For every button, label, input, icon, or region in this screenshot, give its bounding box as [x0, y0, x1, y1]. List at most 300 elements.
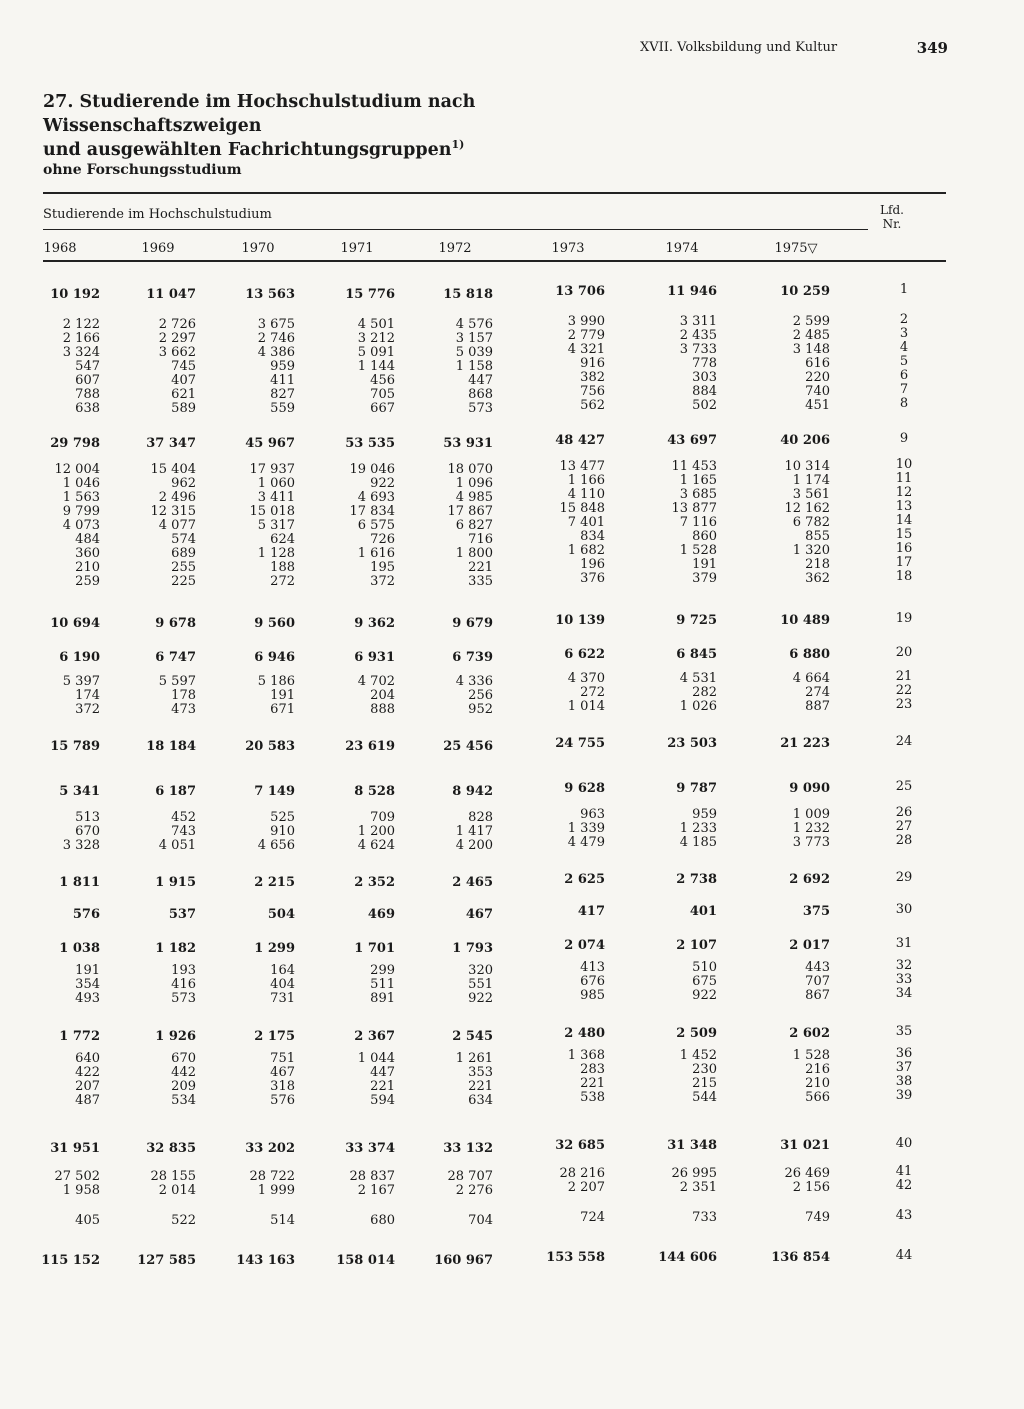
table-cell: 372 — [75, 702, 100, 717]
table-cell: 24 755 — [555, 736, 605, 751]
table-cell: 916 — [580, 356, 605, 371]
table-cell: 621 — [171, 387, 196, 402]
row-number: 11 — [895, 471, 913, 486]
table-cell: 4 185 — [679, 835, 717, 850]
table-cell: 704 — [468, 1213, 493, 1228]
table-cell: 1 563 — [62, 490, 100, 505]
year-header: 1975▽ — [774, 241, 818, 256]
table-cell: 6 190 — [59, 650, 100, 665]
table-cell: 510 — [692, 960, 717, 975]
table-cell: 884 — [692, 384, 717, 399]
table-cell: 4 321 — [567, 342, 605, 357]
table-cell: 749 — [805, 1210, 830, 1225]
table-cell: 487 — [75, 1093, 100, 1108]
table-cell: 6 880 — [789, 647, 830, 662]
table-title-line2: und ausgewählten Fachrichtungsgruppen — [43, 140, 452, 160]
table-cell: 174 — [75, 688, 100, 703]
table-cell: 191 — [692, 557, 717, 572]
table-cell: 4 702 — [357, 674, 395, 689]
table-cell: 952 — [468, 702, 493, 717]
table-cell: 422 — [75, 1065, 100, 1080]
table-cell: 31 348 — [667, 1138, 717, 1153]
section-title: XVII. Volksbildung und Kultur — [640, 40, 838, 55]
table-cell: 17 937 — [249, 462, 295, 477]
table-cell: 547 — [75, 359, 100, 374]
table-cell: 191 — [75, 963, 100, 978]
table-cell: 3 411 — [257, 490, 295, 505]
table-cell: 504 — [267, 907, 295, 922]
table-cell: 1 926 — [155, 1029, 196, 1044]
table-cell: 2 215 — [254, 875, 295, 890]
table-cell: 221 — [468, 560, 493, 575]
table-cell: 6 575 — [357, 518, 395, 533]
row-number: 14 — [895, 513, 913, 528]
table-cell: 207 — [75, 1079, 100, 1094]
table-cell: 15 848 — [559, 501, 605, 516]
table-cell: 221 — [580, 1076, 605, 1091]
table-cell: 221 — [370, 1079, 395, 1094]
table-cell: 19 046 — [349, 462, 395, 477]
table-cell: 4 479 — [567, 835, 605, 850]
table-cell: 640 — [75, 1051, 100, 1066]
table-cell: 705 — [370, 387, 395, 402]
table-cell: 667 — [370, 401, 395, 416]
table-cell: 493 — [75, 991, 100, 1006]
table-cell: 5 091 — [357, 345, 395, 360]
table-cell: 1 038 — [59, 941, 100, 956]
table-cell: 2 367 — [354, 1029, 395, 1044]
table-cell: 9 799 — [62, 504, 100, 519]
table-cell: 511 — [370, 977, 395, 992]
table-cell: 2 509 — [676, 1026, 717, 1041]
table-cell: 12 162 — [784, 501, 830, 516]
table-cell: 788 — [75, 387, 100, 402]
table-cell: 574 — [171, 532, 196, 547]
row-number: 16 — [895, 541, 913, 556]
row-number: 22 — [895, 683, 913, 698]
table-cell: 1 417 — [455, 824, 493, 839]
table-cell: 6 827 — [455, 518, 493, 533]
table-cell: 443 — [805, 960, 830, 975]
table-cell: 910 — [270, 824, 295, 839]
table-cell: 256 — [468, 688, 493, 703]
table-cell: 2 545 — [452, 1029, 493, 1044]
table-cell: 2 352 — [354, 875, 395, 890]
row-number: 17 — [895, 555, 913, 570]
table-cell: 1 616 — [357, 546, 395, 561]
table-cell: 160 967 — [434, 1253, 493, 1268]
table-cell: 26 469 — [784, 1166, 830, 1181]
row-number: 39 — [895, 1088, 913, 1103]
table-cell: 1 528 — [792, 1048, 830, 1063]
table-cell: 525 — [270, 810, 295, 825]
table-cell: 372 — [370, 574, 395, 589]
table-cell: 6 747 — [155, 650, 196, 665]
table-cell: 13 706 — [555, 284, 605, 299]
table-cell: 827 — [270, 387, 295, 402]
row-number: 43 — [895, 1208, 913, 1223]
table-cell: 10 489 — [780, 613, 830, 628]
table-cell: 9 787 — [676, 781, 717, 796]
table-cell: 5 039 — [455, 345, 493, 360]
table-cell: 860 — [692, 529, 717, 544]
row-number: 40 — [895, 1136, 913, 1151]
table-cell: 225 — [171, 574, 196, 589]
table-cell: 778 — [692, 356, 717, 371]
table-cell: 447 — [370, 1065, 395, 1080]
table-cell: 4 370 — [567, 671, 605, 686]
table-cell: 709 — [370, 810, 395, 825]
row-number: 35 — [895, 1024, 913, 1039]
table-cell: 27 502 — [54, 1169, 100, 1184]
table-cell: 634 — [468, 1093, 493, 1108]
table-cell: 32 835 — [146, 1141, 196, 1156]
row-number: 9 — [899, 431, 909, 446]
table-cell: 676 — [580, 974, 605, 989]
table-cell: 442 — [171, 1065, 196, 1080]
row-number: 3 — [899, 326, 909, 341]
page-number: 349 — [916, 39, 948, 57]
table-cell: 5 341 — [59, 784, 100, 799]
table-cell: 670 — [171, 1051, 196, 1066]
table-cell: 10 139 — [555, 613, 605, 628]
table-cell: 10 694 — [50, 616, 100, 631]
table-cell: 53 535 — [345, 436, 395, 451]
table-cell: 209 — [171, 1079, 196, 1094]
row-number: 27 — [895, 819, 913, 834]
table-cell: 3 685 — [679, 487, 717, 502]
table-cell: 10 192 — [50, 287, 100, 302]
table-cell: 3 328 — [62, 838, 100, 853]
table-cell: 216 — [805, 1062, 830, 1077]
top-rule — [43, 192, 946, 194]
table-cell: 566 — [805, 1090, 830, 1105]
table-cell: 32 685 — [555, 1138, 605, 1153]
table-cell: 272 — [580, 685, 605, 700]
table-cell: 2 175 — [254, 1029, 295, 1044]
table-cell: 3 662 — [158, 345, 196, 360]
table-cell: 922 — [692, 988, 717, 1003]
table-cell: 407 — [171, 373, 196, 388]
table-cell: 8 528 — [354, 784, 395, 799]
header-bottom-rule — [43, 260, 946, 262]
table-cell: 3 773 — [792, 835, 830, 850]
table-cell: 11 047 — [146, 287, 196, 302]
row-number: 21 — [895, 669, 913, 684]
table-cell: 2 738 — [676, 872, 717, 887]
row-number: 4 — [899, 340, 909, 355]
table-cell: 11 946 — [667, 284, 717, 299]
table-cell: 4 200 — [455, 838, 493, 853]
table-cell: 855 — [805, 529, 830, 544]
table-cell: 15 776 — [345, 287, 395, 302]
table-cell: 1 232 — [792, 821, 830, 836]
table-cell: 963 — [580, 807, 605, 822]
table-cell: 544 — [692, 1090, 717, 1105]
table-cell: 2 435 — [679, 328, 717, 343]
table-cell: 4 985 — [455, 490, 493, 505]
nr-label: Nr. — [882, 217, 902, 231]
table-cell: 282 — [692, 685, 717, 700]
table-cell: 2 496 — [158, 490, 196, 505]
table-cell: 195 — [370, 560, 395, 575]
column-spanner: Studierende im Hochschulstudium — [43, 207, 272, 222]
row-number: 12 — [895, 485, 913, 500]
table-cell: 1 044 — [357, 1051, 395, 1066]
table-cell: 4 073 — [62, 518, 100, 533]
table-cell: 6 187 — [155, 784, 196, 799]
table-cell: 1 915 — [155, 875, 196, 890]
table-cell: 2 207 — [567, 1180, 605, 1195]
table-subtitle: ohne Forschungsstudium — [43, 162, 242, 178]
table-cell: 2 014 — [158, 1183, 196, 1198]
table-cell: 416 — [171, 977, 196, 992]
table-cell: 196 — [580, 557, 605, 572]
table-cell: 28 155 — [150, 1169, 196, 1184]
table-cell: 230 — [692, 1062, 717, 1077]
row-number: 10 — [895, 457, 913, 472]
row-number: 8 — [899, 396, 909, 411]
table-cell: 5 317 — [257, 518, 295, 533]
table-cell: 2 746 — [257, 331, 295, 346]
table-cell: 360 — [75, 546, 100, 561]
table-cell: 716 — [468, 532, 493, 547]
table-cell: 1 233 — [679, 821, 717, 836]
table-cell: 9 725 — [676, 613, 717, 628]
table-cell: 40 206 — [780, 433, 830, 448]
table-cell: 745 — [171, 359, 196, 374]
row-number: 38 — [895, 1074, 913, 1089]
table-cell: 834 — [580, 529, 605, 544]
table-cell: 15 018 — [249, 504, 295, 519]
table-cell: 733 — [692, 1210, 717, 1225]
table-cell: 4 077 — [158, 518, 196, 533]
table-cell: 888 — [370, 702, 395, 717]
table-cell: 143 163 — [236, 1253, 295, 1268]
row-number: 26 — [895, 805, 913, 820]
table-cell: 6 845 — [676, 647, 717, 662]
table-cell: 191 — [270, 688, 295, 703]
row-number: 23 — [895, 697, 913, 712]
table-cell: 3 324 — [62, 345, 100, 360]
table-cell: 2 156 — [792, 1180, 830, 1195]
table-cell: 451 — [805, 398, 830, 413]
table-cell: 751 — [270, 1051, 295, 1066]
table-cell: 456 — [370, 373, 395, 388]
table-cell: 21 223 — [780, 736, 830, 751]
table-cell: 136 854 — [771, 1250, 830, 1265]
table-cell: 3 733 — [679, 342, 717, 357]
table-cell: 320 — [468, 963, 493, 978]
table-cell: 576 — [270, 1093, 295, 1108]
year-header: 1973 — [551, 241, 585, 256]
table-cell: 411 — [270, 373, 295, 388]
table-cell: 887 — [805, 699, 830, 714]
table-cell: 5 186 — [257, 674, 295, 689]
table-cell: 48 427 — [555, 433, 605, 448]
year-header: 1970 — [241, 241, 275, 256]
table-cell: 1 299 — [254, 941, 295, 956]
table-cell: 18 070 — [447, 462, 493, 477]
table-cell: 2 485 — [792, 328, 830, 343]
table-cell: 318 — [270, 1079, 295, 1094]
table-cell: 985 — [580, 988, 605, 1003]
table-cell: 5 397 — [62, 674, 100, 689]
table-cell: 3 675 — [257, 317, 295, 332]
table-cell: 204 — [370, 688, 395, 703]
table-cell: 382 — [580, 370, 605, 385]
table-cell: 1 014 — [567, 699, 605, 714]
table-cell: 2 480 — [564, 1026, 605, 1041]
table-cell: 20 583 — [245, 739, 295, 754]
table-cell: 484 — [75, 532, 100, 547]
table-cell: 922 — [370, 476, 395, 491]
table-cell: 2 166 — [62, 331, 100, 346]
row-number: 24 — [895, 734, 913, 749]
table-cell: 4 051 — [158, 838, 196, 853]
row-number: 32 — [895, 958, 913, 973]
table-cell: 4 531 — [679, 671, 717, 686]
table-cell: 1 368 — [567, 1048, 605, 1063]
table-cell: 1 096 — [455, 476, 493, 491]
table-cell: 210 — [805, 1076, 830, 1091]
table-cell: 675 — [692, 974, 717, 989]
table-cell: 9 678 — [155, 616, 196, 631]
table-cell: 2 074 — [564, 938, 605, 953]
table-cell: 589 — [171, 401, 196, 416]
table-cell: 178 — [171, 688, 196, 703]
table-cell: 15 818 — [443, 287, 493, 302]
table-cell: 13 563 — [245, 287, 295, 302]
table-cell: 6 739 — [452, 650, 493, 665]
table-cell: 1 182 — [155, 941, 196, 956]
row-number: 5 — [899, 354, 909, 369]
table-cell: 9 628 — [564, 781, 605, 796]
table-cell: 33 202 — [245, 1141, 295, 1156]
table-cell: 9 679 — [452, 616, 493, 631]
row-number: 36 — [895, 1046, 913, 1061]
table-cell: 127 585 — [137, 1253, 196, 1268]
row-number: 28 — [895, 833, 913, 848]
table-title-line1: 27. Studierende im Hochschulstudium nach Wissenschaftszweigen — [43, 92, 476, 136]
table-cell: 1 800 — [455, 546, 493, 561]
table-cell: 1 811 — [59, 875, 100, 890]
table-cell: 707 — [805, 974, 830, 989]
table-cell: 299 — [370, 963, 395, 978]
table-cell: 11 453 — [671, 459, 717, 474]
table-cell: 1 261 — [455, 1051, 493, 1066]
table-cell: 4 501 — [357, 317, 395, 332]
table-cell: 115 152 — [41, 1253, 100, 1268]
row-number: 15 — [895, 527, 913, 542]
row-number: 37 — [895, 1060, 913, 1075]
table-cell: 9 560 — [254, 616, 295, 631]
table-cell: 272 — [270, 574, 295, 589]
table-cell: 33 374 — [345, 1141, 395, 1156]
table-cell: 473 — [171, 702, 196, 717]
table-cell: 188 — [270, 560, 295, 575]
table-cell: 45 967 — [245, 436, 295, 451]
table-cell: 756 — [580, 384, 605, 399]
table-cell: 1 128 — [257, 546, 295, 561]
table-cell: 31 951 — [50, 1141, 100, 1156]
table-cell: 1 009 — [792, 807, 830, 822]
table-cell: 9 362 — [354, 616, 395, 631]
table-cell: 4 576 — [455, 317, 493, 332]
table-cell: 2 465 — [452, 875, 493, 890]
row-number: 20 — [895, 645, 913, 660]
table-cell: 1 158 — [455, 359, 493, 374]
table-cell: 576 — [72, 907, 100, 922]
table-cell: 522 — [171, 1213, 196, 1228]
year-header: 1972 — [438, 241, 472, 256]
year-header: 1971 — [340, 241, 374, 256]
table-cell: 10 314 — [784, 459, 830, 474]
table-cell: 469 — [367, 907, 395, 922]
table-cell: 502 — [692, 398, 717, 413]
table-cell: 1 528 — [679, 543, 717, 558]
table-cell: 2 276 — [455, 1183, 493, 1198]
table-title-line2-wrap — [43, 138, 683, 162]
row-number: 2 — [899, 312, 909, 327]
table-cell: 17 834 — [349, 504, 395, 519]
table-cell: 215 — [692, 1076, 717, 1091]
row-number: 7 — [899, 382, 909, 397]
table-cell: 9 090 — [789, 781, 830, 796]
table-cell: 2 122 — [62, 317, 100, 332]
table-cell: 283 — [580, 1062, 605, 1077]
year-header: 1969 — [141, 241, 175, 256]
table-cell: 447 — [468, 373, 493, 388]
year-header: 1968 — [43, 241, 77, 256]
table-cell: 7 401 — [567, 515, 605, 530]
table-cell: 405 — [75, 1213, 100, 1228]
table-cell: 731 — [270, 991, 295, 1006]
table-cell: 33 132 — [443, 1141, 493, 1156]
table-cell: 12 004 — [54, 462, 100, 477]
table-cell: 210 — [75, 560, 100, 575]
table-cell: 670 — [75, 824, 100, 839]
table-cell: 922 — [468, 991, 493, 1006]
table-cell: 828 — [468, 810, 493, 825]
year-header: 1974 — [665, 241, 699, 256]
table-cell: 7 149 — [254, 784, 295, 799]
table-cell: 534 — [171, 1093, 196, 1108]
table-cell: 671 — [270, 702, 295, 717]
table-cell: 379 — [692, 571, 717, 586]
table-cell: 4 656 — [257, 838, 295, 853]
table-cell: 538 — [580, 1090, 605, 1105]
table-cell: 2 625 — [564, 872, 605, 887]
table-cell: 624 — [270, 532, 295, 547]
table-cell: 37 347 — [146, 436, 196, 451]
table-cell: 724 — [580, 1210, 605, 1225]
table-cell: 13 877 — [671, 501, 717, 516]
table-cell: 1 682 — [567, 543, 605, 558]
table-cell: 2 599 — [792, 314, 830, 329]
table-cell: 467 — [270, 1065, 295, 1080]
table-cell: 255 — [171, 560, 196, 575]
table-cell: 7 116 — [679, 515, 717, 530]
table-cell: 1 701 — [354, 941, 395, 956]
table-cell: 335 — [468, 574, 493, 589]
table-cell: 537 — [168, 907, 196, 922]
row-number: 41 — [895, 1164, 913, 1179]
table-cell: 1 046 — [62, 476, 100, 491]
table-cell: 375 — [802, 904, 830, 919]
table-cell: 376 — [580, 571, 605, 586]
lfd-nr-header — [872, 203, 912, 231]
